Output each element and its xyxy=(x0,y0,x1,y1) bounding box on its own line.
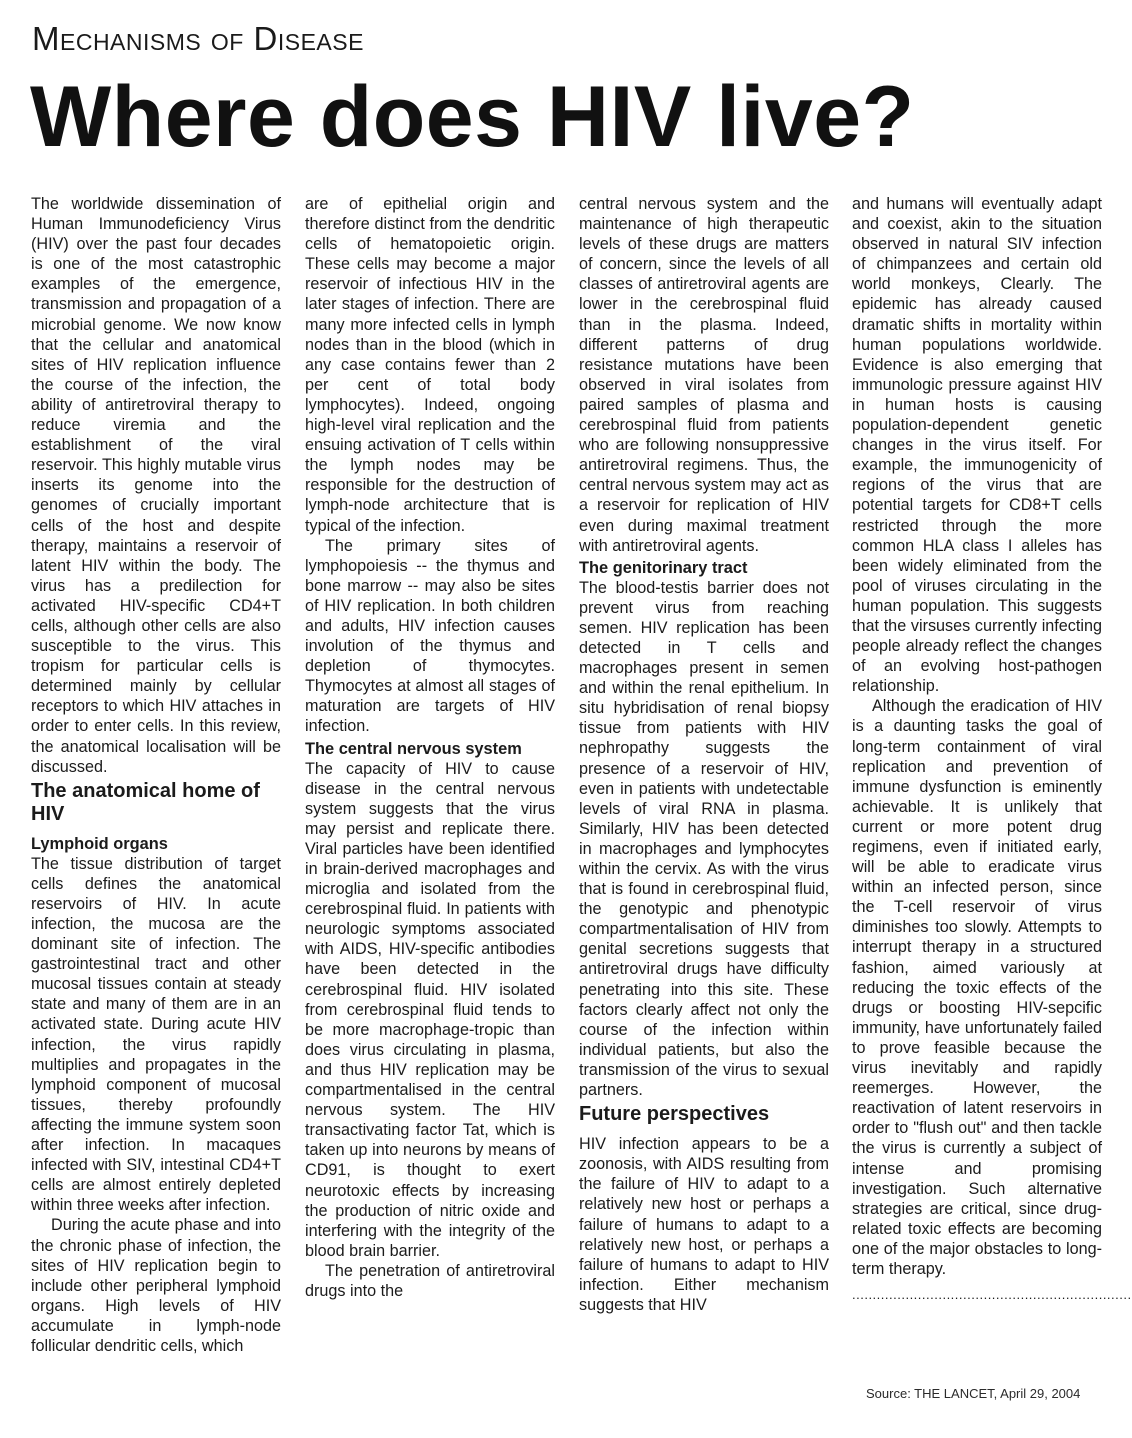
coexist-paragraph: and humans will eventually adapt and coexist, akin to the situation observed in natural SIV infection of chimpanzees and certain old world monkeys, Clearly. The epidemic has already caused dramatic shifts in mortality within human populations worldwide. Evidence is also emerging that immunologic pressure against HIV in human hosts is causing population-dependent genetic changes in the virus itself. For example, the immunogenicity of regions of the virus that are potential targets for CD8+T cells restricted through the more common HLA class I alleles has been widely eliminated from the pool of viruses circulating in the human population. This suggests that the virsuses currently infecting people already reflect the changes of an evolving host-pathogen relationship. xyxy=(852,195,1102,696)
article-column-1 xyxy=(31,194,281,1406)
subheading-lymphoid-organs: Lymphoid organs xyxy=(31,834,168,853)
intro-paragraph: The worldwide dissemination of Human Immunodeficiency Virus (HIV) over the past four decades is one of the most catastrophic examples of the emergence, transmission and propagation of a microbial genome. We now know that the cellular and anatomical sites of HIV replication influence the course of the infection, the ability of antiretroviral therapy to reduce viremia and the establishment of the viral reservoir. This highly mutable virus inserts its genome into the genomes of crucially important cells of the host and despite therapy, maintains a reservoir of latent HIV within the body. The virus has a predilection for activated HIV-specific CD4+T cells, although other cells are also susceptible to the virus. This tropism for particular cells is determined mainly by cellular receptors to which HIV attaches in order to enter cells. In this review, the anatomical localisation will be discussed. xyxy=(31,195,281,776)
lymphoid-paragraph: The tissue distribution of target cells defines the anatomical reservoirs of HIV. In acute infection, the mucosa are the dominant site of infection. The gastrointestinal tract and other mucosal tissues contain at steady state and many of them are in an activated state. During acute HIV infection, the virus rapidly multiplies and propagates in the lymphoid component of mucosal tissues, thereby profoundly affecting the immune system soon after infection. In macaques infected with SIV, intestinal CD4+T cells are almost entirely depleted within three weeks after infection. xyxy=(31,854,281,1215)
lymph-node-paragraph: are of epithelial origin and therefore distinct from the dendritic cells of hematopoietic origin. These cells may become a major reservoir of infectious HIV in the later stages of infection. There are many more infected cells in lymph nodes than in the blood (which in any case contains fewer than 2 per cent of total body lymphocytes). Indeed, ongoing high-level viral replication and the ensuing activation of T cells within the lymph nodes may be responsible for the destruction of lymph-node architecture that is typical of the infection. xyxy=(305,195,555,535)
cns-paragraph: The capacity of HIV to cause disease in the central nervous system suggests that the virus may persist and replicate there. Viral particles have been identified in brain-derived macrophages and microglia and isolated from the cerebrospinal fluid. In patients with neurologic symptoms associated with AIDS, HIV-specific antibodies have been detected in the cerebrospinal fluid. HIV isolated from cerebrospinal fluid tends to be more macrophage-tropic than does virus circulating in plasma, and thus HIV replication may be compartmentalised in the central nervous system. The HIV transactivating factor Tat, which is taken up into neurons by means of CD91, is thought to exert neurotoxic effects by increasing the production of nitric oxide and interfering with the integrity of the blood brain barrier. xyxy=(305,759,555,1260)
source-credit: Source: THE LANCET, April 29, 2004 xyxy=(866,1386,1081,1401)
dotted-separator: .................................................................... xyxy=(852,1287,1132,1303)
headline: Where does HIV live? xyxy=(30,69,915,165)
article-column-4 xyxy=(852,194,1132,1406)
subheading-genitorinary-tract: The genitorinary tract xyxy=(579,558,748,577)
penetration-paragraph: The penetration of antiretroviral drugs into the xyxy=(305,1261,555,1300)
genitorinary-paragraph: The blood-testis barrier does not prevent virus from reaching semen. HIV replication has been detected in T cells and macrophages present in semen and within the renal epithelium. In situ hybridisation of renal biopsy tissue from patients with HIV nephropathy suggests the presence of a reservoir of HIV, even in patients with undetectable levels of viral RNA in plasma. Similarly, HIV has been detected in macrophages and lymphocytes within the cervix. As with the virus that is found in cerebrospinal fluid, the genotypic and phenotypic compartmentalisation of HIV from genital secretions suggests that antiretroviral drugs have difficulty penetrating into this site. These factors clearly affect not only the course of the infection within individual patients, but also the transmission of the virus to sexual partners. xyxy=(579,578,829,1100)
section-heading-future-perspectives: Future perspectives xyxy=(579,1103,770,1126)
section-label: Mechanisms of Disease xyxy=(32,20,364,57)
future-paragraph: HIV infection appears to be a zoonosis, with AIDS resulting from the failure of HIV to adapt to a relatively new host or perhaps a failure of humans to adapt to a relatively new host, or perhaps a failure of humans to adapt to HIV infection. Either mechanism suggests that HIV xyxy=(579,1135,829,1314)
subheading-central-nervous-system: The central nervous system xyxy=(305,739,522,758)
cns-continued-paragraph: central nervous system and the maintenance of high therapeutic levels of these drugs are matters of concern, since the levels of all classes of antiretroviral agents are lower in the cerebrospinal fluid than in the plasma. Indeed, different patterns of drug resistance mutations have been observed in viral isolates from paired samples of plasma and cerebrospinal fluid from patients who are following nonsuppressive antiretroviral regimens. Thus, the central nervous system may act as a reservoir for replication of HIV even during maximal treatment with antiretroviral agents. xyxy=(579,195,829,555)
article-column-3 xyxy=(579,194,829,1406)
lymphopoiesis-paragraph: The primary sites of lymphopoiesis -- the thymus and bone marrow -- may also be sites of HIV replication. In both children and adults, HIV infection causes involution of the thymus and depletion of thymocytes. Thymocytes at almost all stages of maturation are targets of HIV infection. xyxy=(305,536,555,736)
section-heading-anatomical-home: The anatomical home of HIV xyxy=(31,779,260,825)
acute-phase-paragraph: During the acute phase and into the chronic phase of infection, the sites of HIV replication begin to include other peripheral lymphoid organs. High levels of HIV accumulate in lymph-node follicular dendritic cells, which xyxy=(31,1216,281,1355)
article-column-2 xyxy=(305,194,555,1406)
eradication-paragraph: Although the eradication of HIV is a daunting tasks the goal of long-term containment of viral replication and prevention of immune dysfunction is eminently achievable. It is unlikely that current or more potent drug regimens, even if initiated early, will be able to eradicate virus within an infected person, since the T-cell reservoir of virus diminishes too slowly. Attempts to interrupt therapy in a structured fashion, aimed variously at reducing the toxic effects of the drugs or boosting HIV-sepcific immunity, have unfortunately failed to prove feasible because the virus inevitably and rapidly reemerges. However, the reactivation of latent reservoirs in order to "flush out" and then tackle the virus is currently a subject of intense and promising investigation. Such alternative strategies are critical, since drug-related toxic effects are becoming one of the major obstacles to long-term therapy. xyxy=(852,697,1102,1278)
